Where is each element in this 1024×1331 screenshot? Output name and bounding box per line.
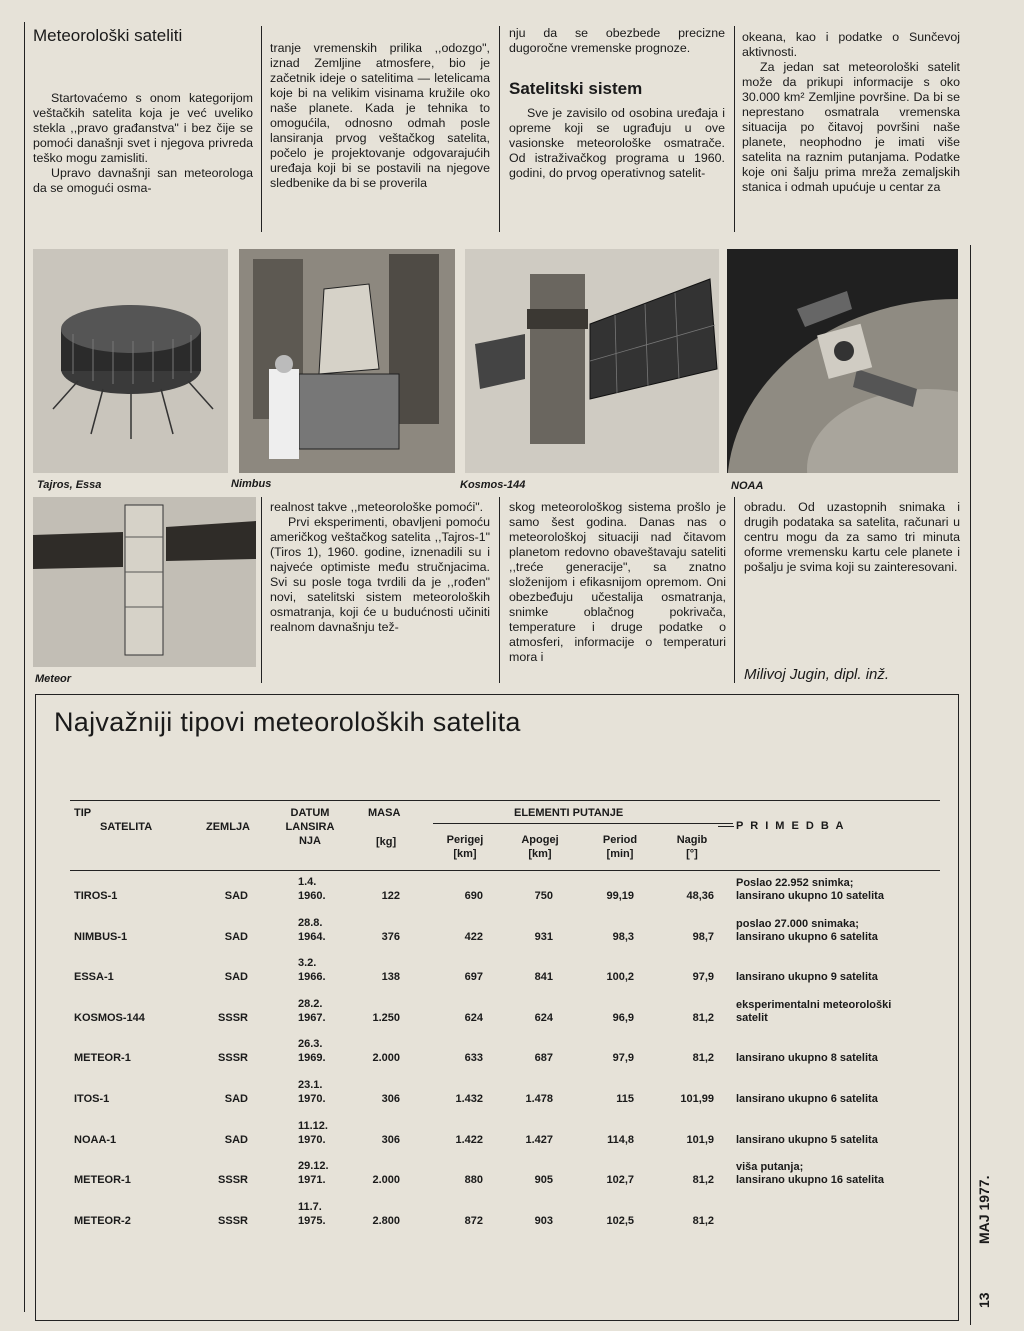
paragraph: tranje vremenskih prilika ,,odozgo", iznad Zemljine atmosfere, bio je začetnik ideje o satelitima — letelicama koje bi na velikim visinama kružile oko naše planete. Kada je tehnika to omogućila, odnosno odmah posle lansiranja prvog veštačkog satelita, počelo je projektovanje odgovarajućih uređaja koji bi se postavili na njegove sledbenike da bi se proverila — [270, 41, 490, 190]
cell-note-line2: lansirano ukupno 16 satelita — [736, 1174, 884, 1187]
paragraph: Prvi eksperimenti, obavljeni pomoću američkog veštačkog satelita ,,Tajros-1" (Tiros 1), 1960. godine, iznenadili su i najveće optimiste među stručnjacima. Svi su posle toga tvrdili da je ,,rođen" novi, satelitski sistem meteoroloških osmatranja, koji će u budućnosti učiniti realnom davnašnju tež- — [270, 515, 490, 634]
cell-mass: 306 — [381, 1093, 400, 1105]
column-rule — [261, 497, 262, 683]
article-column-4c — [744, 500, 960, 575]
paragraph: Sve je zavisilo od osobina uređaja i opreme koji se ugrađuju u ove vasionske meteorološke osmatrače. Od istraživačkog programa u 1960. godini, do prvog operativnog satelit- — [509, 106, 725, 180]
nimbus-assembly-illustration — [239, 249, 455, 473]
cell-name: TIROS-1 — [74, 890, 118, 902]
primedba-dash — [718, 826, 734, 827]
cell-period: 98,3 — [612, 930, 634, 943]
cell-mass: 138 — [381, 971, 400, 984]
cell-date-day: 28.8. — [298, 916, 323, 929]
cell-perigee: 1.432 — [455, 1093, 483, 1105]
cell-note-line2: lansirano ukupno 9 satelita — [736, 971, 878, 984]
article-column-3c — [509, 500, 726, 665]
column-rule — [499, 26, 500, 232]
cell-note-line2: satelit — [736, 1011, 768, 1024]
cell-date-year: 1967. — [298, 1011, 326, 1024]
caption-kosmos: Kosmos-144 — [460, 479, 526, 491]
cell-country: SSSR — [218, 1052, 248, 1065]
article-column-2 — [270, 41, 490, 191]
cell-country: SAD — [224, 971, 248, 984]
cell-country: SAD — [224, 1133, 248, 1146]
cell-date-day: 3.2. — [298, 957, 317, 970]
header-primedba: P R I M E D B A — [736, 820, 846, 832]
column-rule — [499, 497, 500, 683]
photo-kosmos-144 — [465, 249, 719, 473]
header-masa-unit: [kg] — [376, 836, 397, 848]
cell-mass: 2.000 — [372, 1052, 400, 1065]
folio — [976, 1160, 996, 1310]
header-nagib: Nagib [°] — [676, 834, 708, 860]
cell-date-year: 1960. — [298, 890, 326, 902]
photo-meteor — [33, 497, 256, 667]
cell-period: 99,19 — [606, 890, 634, 902]
cell-date-day: 11.7. — [298, 1200, 322, 1213]
header-perigej: Perigej [km] — [446, 834, 484, 860]
cell-apogee: 750 — [534, 890, 553, 902]
cell-incl: 81,2 — [692, 1052, 714, 1065]
cell-name: KOSMOS-144 — [74, 1011, 145, 1024]
cell-country: SSSR — [218, 1214, 248, 1227]
cell-period: 102,5 — [606, 1214, 634, 1227]
kosmos-satellite-illustration — [465, 249, 719, 473]
table-rule-elements — [433, 823, 733, 824]
table-rule-top — [70, 800, 940, 801]
noaa-satellite-illustration — [727, 249, 958, 473]
cell-incl: 81,2 — [692, 1011, 714, 1024]
header-elementi: ELEMENTI PUTANJE — [514, 807, 624, 819]
header-apogej: Apogej [km] — [521, 834, 559, 860]
paragraph: nju da se obezbede precizne dugoročne vremenske prognoze. — [509, 26, 725, 55]
cell-country: SAD — [224, 1093, 248, 1105]
cell-incl: 101,9 — [686, 1133, 714, 1146]
photo-nimbus — [239, 249, 455, 473]
cell-mass: 2.000 — [372, 1174, 400, 1187]
cell-note-line2: lansirano ukupno 8 satelita — [736, 1052, 878, 1065]
header-satelita: SATELITA — [100, 821, 153, 833]
cell-date-day: 23.1. — [298, 1079, 323, 1091]
satellite-drum-illustration — [33, 249, 228, 473]
header-period: Period [min] — [602, 834, 638, 860]
cell-note-line1: viša putanja; — [736, 1161, 804, 1174]
cell-period: 114,8 — [607, 1133, 634, 1146]
cell-incl: 101,99 — [680, 1093, 714, 1105]
cell-date-day: 1.4. — [298, 876, 317, 888]
cell-mass: 376 — [381, 930, 400, 943]
right-margin-rule — [970, 245, 971, 1325]
cell-mass: 1.250 — [372, 1011, 400, 1024]
cell-incl: 48,36 — [686, 890, 714, 902]
photo-tajros-essa — [33, 249, 228, 473]
cell-name: METEOR-1 — [74, 1174, 131, 1187]
article-column-1 — [33, 26, 253, 196]
cell-date-day: 11.12. — [298, 1119, 328, 1132]
cell-perigee: 697 — [464, 971, 483, 984]
cell-apogee: 687 — [534, 1052, 553, 1065]
cell-name: ESSA-1 — [74, 971, 114, 984]
cell-period: 102,7 — [606, 1174, 634, 1187]
cell-apogee: 903 — [534, 1214, 553, 1227]
paragraph: Upravo davnašnji san meteorologa da se omogući osma- — [33, 166, 253, 195]
caption-noaa: NOAA — [731, 480, 764, 492]
paragraph: Startovaćemo s onom kategorijom veštačkih satelita koja je već uveliko stekla ,,pravo građanstva" i bez čije se pomoći današnji svet i njegova privreda teško mogu zamisliti. — [33, 91, 253, 165]
cell-period: 96,9 — [612, 1011, 634, 1024]
folio-date: MAJ 1977. — [976, 1175, 992, 1244]
column-rule — [734, 26, 735, 232]
cell-date-year: 1975. — [298, 1214, 326, 1227]
cell-apogee: 1.478 — [525, 1093, 553, 1105]
cell-perigee: 880 — [464, 1174, 483, 1187]
cell-perigee: 633 — [464, 1052, 483, 1065]
cell-perigee: 624 — [464, 1011, 483, 1024]
cell-period: 97,9 — [612, 1052, 634, 1065]
paragraph: Za jedan sat meteorološki satelit može da prikupi informacije s oko 30.000 km² Zemljine površine. Da bi se neprestano osmatrala vremenska situacija po čitavoj površini naše planete, neophodno je imati više satelita na raznim putanjama. Podatke koje oni šalju prima mreža zemaljskih stanica i odmah upućuje u centar za — [742, 60, 960, 194]
cell-perigee: 690 — [464, 890, 483, 902]
paragraph: obradu. Od uzastopnih snimaka i drugih podataka sa satelita, računari u centru mogu da za samo tri minuta oforme vremensku kartu cele planete i pošalju je svima koji su zainteresovani. — [744, 500, 960, 574]
cell-name: METEOR-2 — [74, 1214, 131, 1227]
cell-incl: 81,2 — [692, 1174, 714, 1187]
paragraph: realnost takve ,,meteorološke pomoći". — [270, 500, 484, 514]
article-column-3 — [509, 26, 725, 181]
cell-date-day: 28.2. — [298, 997, 323, 1010]
cell-date-day: 26.3. — [298, 1038, 323, 1051]
cell-mass: 2.800 — [372, 1214, 400, 1227]
header-tip: TIP — [74, 807, 92, 819]
cell-country: SSSR — [218, 1011, 248, 1024]
meteor-satellite-illustration — [33, 497, 256, 667]
cell-name: METEOR-1 — [74, 1052, 131, 1065]
cell-name: ITOS-1 — [74, 1093, 110, 1105]
cell-country: SSSR — [218, 1174, 248, 1187]
cell-perigee: 422 — [464, 930, 483, 943]
cell-incl: 81,2 — [692, 1214, 714, 1227]
caption-tajros-essa: Tajros, Essa — [37, 479, 102, 491]
cell-note-line1: eksperimentalni meteorološki — [736, 998, 892, 1011]
header-datum: DATUM LANSIRA NJA — [285, 807, 335, 847]
cell-date-year: 1964. — [298, 930, 326, 943]
cell-apogee: 1.427 — [525, 1133, 553, 1146]
caption-meteor: Meteor — [35, 673, 72, 685]
author-byline: Milivoj Jugin, dipl. inž. — [744, 666, 890, 683]
article-heading: Meteorološki sateliti — [33, 26, 183, 45]
cell-date-year: 1969. — [298, 1052, 326, 1065]
column-rule — [734, 497, 735, 683]
cell-apogee: 841 — [534, 971, 553, 984]
cell-incl: 98,7 — [692, 930, 714, 943]
header-zemlja: ZEMLJA — [206, 821, 250, 833]
cell-date-year: 1971. — [298, 1174, 326, 1187]
cell-note-line2: lansirano ukupno 10 satelita — [736, 890, 884, 902]
cell-date-year: 1966. — [298, 971, 326, 984]
cell-note-line2: lansirano ukupno 6 satelita — [736, 930, 878, 943]
cell-name: NIMBUS-1 — [74, 930, 128, 943]
cell-name: NOAA-1 — [74, 1133, 117, 1146]
cell-mass: 306 — [381, 1133, 400, 1146]
photo-noaa — [727, 249, 958, 473]
cell-apogee: 931 — [534, 930, 553, 943]
cell-note-line1: Poslao 22.952 snimka; — [736, 877, 854, 889]
cell-country: SAD — [224, 890, 248, 902]
cell-apogee: 624 — [534, 1011, 553, 1024]
cell-mass: 122 — [381, 890, 400, 902]
cell-date-year: 1970. — [298, 1133, 326, 1146]
cell-note-line2: lansirano ukupno 6 satelita — [736, 1093, 878, 1105]
header-masa: MASA — [368, 807, 401, 819]
subheading: Satelitski sistem — [509, 79, 643, 98]
caption-nimbus: Nimbus — [231, 478, 272, 490]
table-title: Najvažniji tipovi meteoroloških satelita — [54, 707, 521, 737]
table-rule-header-bottom — [70, 870, 940, 871]
column-rule — [261, 26, 262, 232]
cell-perigee: 1.422 — [455, 1133, 483, 1146]
cell-date-year: 1970. — [298, 1093, 326, 1105]
article-column-4 — [742, 30, 960, 195]
cell-perigee: 872 — [464, 1214, 483, 1227]
cell-country: SAD — [224, 930, 248, 943]
cell-apogee: 905 — [534, 1174, 553, 1187]
left-margin-rule — [24, 22, 25, 1312]
cell-incl: 97,9 — [692, 971, 714, 984]
cell-note-line1: poslao 27.000 snimaka; — [736, 917, 859, 930]
article-column-2b — [270, 500, 490, 635]
cell-period: 100,2 — [606, 971, 634, 984]
cell-note-line2: lansirano ukupno 5 satelita — [736, 1133, 878, 1146]
folio-page: 13 — [976, 1292, 992, 1308]
cell-period: 115 — [616, 1093, 634, 1105]
cell-date-day: 29.12. — [298, 1160, 329, 1173]
paragraph: okeana, kao i podatke o Sunčevoj aktivnosti. — [742, 30, 960, 59]
paragraph: skog meteorološkog sistema prošlo je samo šest godina. Danas nas o meteorološkoj situaciji nad čitavom planetom redovno obaveštavaju sateliti ,,treće generacije", sa znatno složenijom i efikasnijom opremom. Oni obezbeđuju učestalija osmatranja, snimke oblačnog pokrivača, temperature i druge podatke o atmosferi, informacije o temperaturi mora i — [509, 500, 726, 664]
